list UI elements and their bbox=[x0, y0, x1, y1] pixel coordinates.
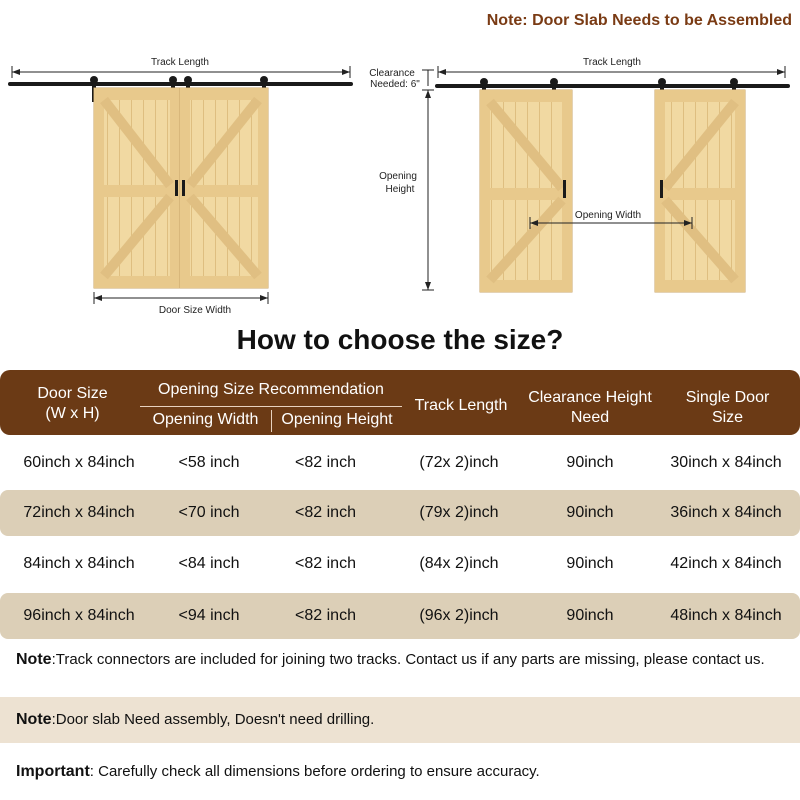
right-door-left bbox=[480, 90, 572, 292]
left-track-rail bbox=[8, 82, 353, 86]
note-label: Note bbox=[16, 711, 52, 728]
cell-opening-width: <58 inch bbox=[178, 454, 240, 471]
left-track-dimension bbox=[12, 57, 350, 78]
cell-door-size: 96inch x 84inch bbox=[23, 607, 135, 624]
cell-track: (72x 2)inch bbox=[419, 454, 499, 471]
cell-opening-height: <82 inch bbox=[295, 555, 356, 572]
top-note: Note: Door Slab Needs to be Assembled bbox=[486, 12, 792, 29]
col-opening-width: Opening Width bbox=[152, 411, 259, 428]
cell-clearance: 90inch bbox=[566, 555, 614, 572]
cell-single: 36inch x 84inch bbox=[670, 504, 782, 521]
cell-opening-width: <94 inch bbox=[178, 607, 240, 624]
cell-single: 48inch x 84inch bbox=[670, 607, 782, 624]
door-width-label: Door Size Width bbox=[158, 305, 232, 316]
header-divider bbox=[140, 406, 402, 407]
clearance-label-2: Needed: 6" bbox=[370, 79, 420, 90]
opening-height-dimension bbox=[370, 90, 434, 290]
left-door-leaf-b bbox=[180, 88, 268, 288]
cell-opening-width: <70 inch bbox=[178, 504, 240, 521]
col-track-length: Track Length bbox=[414, 397, 508, 414]
note-label: Note bbox=[16, 651, 52, 668]
cell-clearance: 90inch bbox=[566, 454, 614, 471]
opening-height-label-2: Height bbox=[385, 184, 415, 195]
note-text: :Door slab Need assembly, Doesn't need drilling. bbox=[51, 711, 375, 728]
important-label: Important bbox=[16, 763, 90, 780]
cell-door-size: 72inch x 84inch bbox=[23, 504, 135, 521]
cell-opening-height: <82 inch bbox=[295, 454, 356, 471]
clearance-dimension bbox=[369, 68, 434, 90]
door-diagram bbox=[0, 40, 800, 320]
left-door-leaf-a bbox=[94, 88, 180, 288]
note-text: :Track connectors are included for joining two tracks. Contact us if any parts are missing, please contact us. bbox=[51, 651, 765, 668]
note-text: : Carefully check all dimensions before ordering to ensure accuracy. bbox=[89, 763, 540, 780]
opening-width-label: Opening Width bbox=[574, 210, 642, 221]
opening-height-label-1: Opening bbox=[379, 171, 417, 182]
door-width-dimension bbox=[94, 292, 268, 316]
size-table-header bbox=[0, 370, 800, 435]
cell-opening-width: <84 inch bbox=[178, 555, 240, 572]
col-door-size: Door Size (W x H) bbox=[37, 385, 108, 422]
col-opening-height: Opening Height bbox=[281, 411, 393, 428]
clearance-label-1: Clearance bbox=[369, 68, 415, 79]
note-assembly bbox=[0, 697, 800, 743]
table-row bbox=[0, 490, 800, 536]
right-track-label: Track Length bbox=[583, 57, 641, 68]
cell-track: (84x 2)inch bbox=[419, 555, 499, 572]
col-clearance: Clearance Height Need bbox=[528, 389, 652, 426]
note-track-connectors bbox=[0, 645, 800, 693]
cell-opening-height: <82 inch bbox=[295, 607, 356, 624]
table-row bbox=[0, 593, 800, 639]
cell-door-size: 60inch x 84inch bbox=[23, 454, 135, 471]
cell-door-size: 84inch x 84inch bbox=[23, 555, 135, 572]
cell-clearance: 90inch bbox=[566, 504, 614, 521]
col-single-door: Single Door Size bbox=[685, 389, 770, 426]
col-opening-group: Opening Size Recommendation bbox=[158, 381, 384, 398]
table-row bbox=[0, 440, 800, 486]
cell-single: 30inch x 84inch bbox=[670, 454, 782, 471]
cell-track: (79x 2)inch bbox=[419, 504, 499, 521]
cell-opening-height: <82 inch bbox=[295, 504, 356, 521]
right-door-right bbox=[655, 90, 745, 292]
left-track-label: Track Length bbox=[151, 57, 209, 68]
right-track-dimension bbox=[438, 57, 785, 78]
cell-single: 42inch x 84inch bbox=[670, 555, 782, 572]
cell-clearance: 90inch bbox=[566, 607, 614, 624]
cell-track: (96x 2)inch bbox=[419, 607, 499, 624]
note-important bbox=[0, 748, 800, 796]
table-row bbox=[0, 541, 800, 587]
section-title: How to choose the size? bbox=[236, 324, 564, 355]
